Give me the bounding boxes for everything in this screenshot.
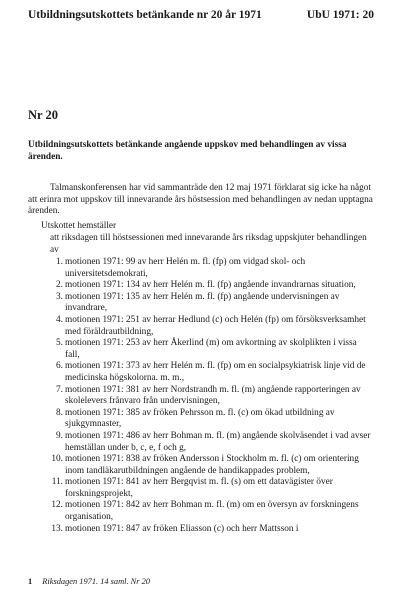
item-text: motionen 1971: 842 av herr Bohman m. fl. (m) om en översyn av forskningens organisation, xyxy=(65,500,359,523)
number-heading: Nr 20 xyxy=(28,108,58,122)
header-title: Utbildningsutskottets betänkande nr 20 år 1971 xyxy=(28,9,262,21)
item-number: 11. xyxy=(51,477,63,488)
item-number: 8. xyxy=(56,407,63,418)
item-number: 13. xyxy=(51,523,63,534)
list-item xyxy=(28,524,373,536)
committee-proposal-heading: Utskottet hemställer xyxy=(41,221,117,231)
document-title: Utbildningsutskottets betänkande angående uppskov med behandlingen av vissa ärenden. xyxy=(28,140,347,162)
item-number: 3. xyxy=(56,291,63,302)
item-text: motionen 1971: 841 av herr Bergqvist m. fl. (s) om ett datavägister över forskningsprojekt, xyxy=(65,477,333,499)
list-item xyxy=(28,292,373,315)
item-text: motionen 1971: 838 av fröken Andersson i Stockholm m. fl. (c) om orientering inom tandläkarutbildningen angående de handikappades problem, xyxy=(65,454,359,476)
att-clause: att riksdagen till höstsessionen med innevarande års riksdag uppskjuter behandlingen av xyxy=(50,233,367,255)
item-number: 9. xyxy=(56,430,63,441)
item-text: motionen 1971: 135 av herr Helén m. fl. (fp) angående undervisningen av invandrare, xyxy=(65,291,340,314)
item-number: 10. xyxy=(51,454,63,465)
footer-source: Riksdagen 1971. 14 saml. Nr 20 xyxy=(42,577,150,586)
item-number: 1. xyxy=(56,257,63,267)
list-item xyxy=(28,500,373,523)
list-item xyxy=(28,338,373,361)
item-text: motionen 1971: 251 av herrar Hedlund (c) och Helén (fp) om försöksverksamhet med föräldrautbildning, xyxy=(65,314,366,337)
item-text: motionen 1971: 381 av herr Nordstrandh m. fl. (m) angående rapporteringen av skolelevers frånvaro från undervisningen, xyxy=(65,384,361,407)
item-number: 12. xyxy=(51,500,63,511)
item-text: motionen 1971: 99 av herr Helén m. fl. (fp) om vidgad skol- och universitetsdemokrati, xyxy=(65,257,306,279)
list-item xyxy=(28,408,373,431)
item-text: motionen 1971: 134 av herr Helén m. fl. (fp) angående invandrarnas situation, xyxy=(65,280,356,291)
list-item xyxy=(28,257,373,280)
item-number: 4. xyxy=(56,314,63,325)
item-text: motionen 1971: 486 av herr Bohman m. fl. (m) angående skolväsendet i vad avser hemställan under b, c, e, f och g, xyxy=(65,430,371,453)
item-number: 5. xyxy=(56,338,63,349)
list-item xyxy=(28,454,373,477)
page-number: 1 xyxy=(28,577,33,586)
list-item xyxy=(28,431,373,454)
item-number: 7. xyxy=(56,384,63,395)
intro-paragraph: Talmanskonferensen har vid sammanträde den 12 maj 1971 förklarat sig icke ha något att erinra mot uppskov till innevarande års höstsession med behandlingen av nedan upptagna ärenden. xyxy=(28,183,373,217)
header-document-id: UbU 1971: 20 xyxy=(306,9,374,21)
item-number: 2. xyxy=(56,280,63,291)
list-item xyxy=(28,477,373,500)
page-footer xyxy=(28,577,150,586)
item-number: 6. xyxy=(56,361,63,372)
running-header xyxy=(28,9,374,25)
item-text: motionen 1971: 373 av herr Helén m. fl. (fp) om en socialpsykiatrisk linje vid de medicinska högskolorna. m. m., xyxy=(65,361,366,383)
item-text: motionen 1971: 253 av herr Åkerlind (m) om avkortning av skolplikten i vissa fall, xyxy=(65,338,357,360)
motion-list xyxy=(28,257,373,535)
list-item xyxy=(28,361,373,384)
list-item xyxy=(28,315,373,338)
item-text: motionen 1971: 847 av fröken Eliasson (c) och herr Mattsson i xyxy=(65,523,299,534)
list-item xyxy=(28,280,373,292)
item-text: motionen 1971: 385 av fröken Pehrsson m. fl. (c) om ökad utbildning av sjukgymnaster, xyxy=(65,407,335,430)
list-item xyxy=(28,385,373,408)
